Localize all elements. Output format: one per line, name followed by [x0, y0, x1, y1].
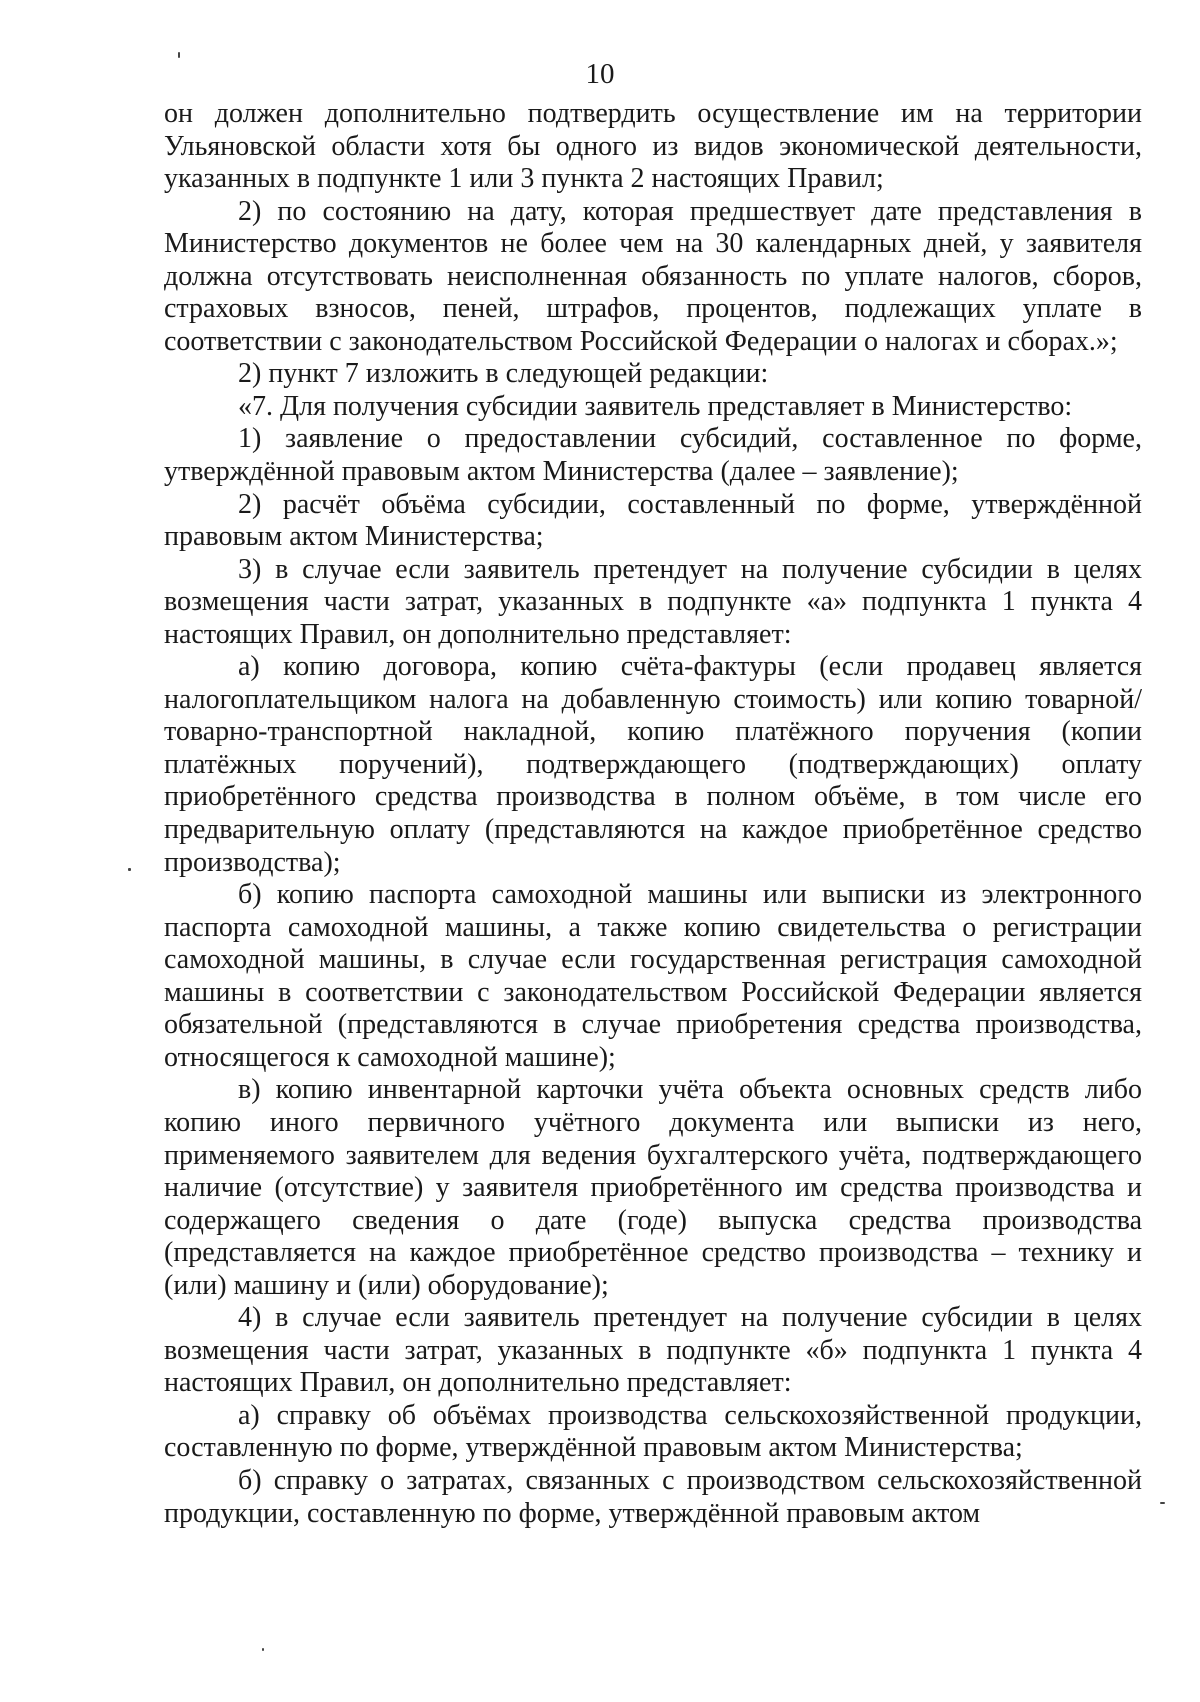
paragraph: 1) заявление о предоставлении субсидий, составленное по форме, утверждённой правовым актом Министерства (далее – заявление); — [164, 423, 1142, 488]
paragraph: в) копию инвентарной карточки учёта объекта основных средств либо копию иного первичного учётного документа или выписки из него, применяемого заявителем для ведения бухгалтерского учёта, подтверждающего наличие (отсутствие) у заявителя приобретённого им средства производства и содержащего сведения о дате (годе) выпуска средства производства (представляется на каждое приобретённое средство производства – технику и (или) машину и (или) оборудование); — [164, 1074, 1142, 1301]
document-body — [164, 98, 1142, 1530]
paragraph: он должен дополнительно подтвердить осуществление им на территории Ульяновской области хотя бы одного из видов экономической деятельности, указанных в подпункте 1 или 3 пункта 2 настоящих Правил; — [164, 98, 1142, 195]
paragraph: 4) в случае если заявитель претендует на получение субсидии в целях возмещения части затрат, указанных в подпункте «б» подпункта 1 пункта 4 настоящих Правил, он дополнительно представляет: — [164, 1302, 1142, 1399]
paragraph: б) копию паспорта самоходной машины или выписки из электронного паспорта самоходной машины, а также копию свидетельства о регистрации самоходной машины, в случае если государственная регистрация самоходной машины в соответствии с законодательством Российской Федерации является обязательной (представляются в случае приобретения средства производства, относящегося к самоходной машине); — [164, 879, 1142, 1073]
paragraph: «7. Для получения субсидии заявитель представляет в Министерство: — [238, 390, 1073, 422]
paragraph: 2) по состоянию на дату, которая предшествует дате представления в Министерство документов не более чем на 30 календарных дней, у заявителя должна отсутствовать неисполненная обязанность по уплате налогов, сборов, страховых взносов, пеней, штрафов, процентов, подлежащих уплате в соответствии с законодательством Российской Федерации о налогах и сборах.»; — [164, 195, 1142, 357]
paragraph: а) справку об объёмах производства сельскохозяйственной продукции, составленную по форме, утверждённой правовым актом Министерства; — [164, 1399, 1142, 1464]
paragraph: 2) пункт 7 изложить в следующей редакции: — [238, 358, 769, 390]
scan-speck — [178, 52, 180, 58]
paragraph: 3) в случае если заявитель претендует на получение субсидии в целях возмещения части затрат, указанных в подпункте «а» подпункта 1 пункта 4 настоящих Правил, он дополнительно представляет: — [164, 553, 1142, 650]
scan-speck — [128, 868, 131, 871]
paragraph: а) копию договора, копию счёта-фактуры (если продавец является налогоплательщиком налога на добавленную стоимость) или копию товарной/товарно-транспортной накладной, копию платёжного поручения (копии платёжных поручений), подтверждающего (подтверждающих) оплату приобретённого средства производства в полном объёме, в том числе его предварительную оплату (представляются на каждое приобретённое средство производства); — [164, 651, 1142, 878]
scan-speck — [262, 1648, 264, 1651]
page-number: 10 — [585, 58, 615, 90]
paragraph: б) справку о затратах, связанных с производством сельскохозяйственной продукции, составленную по форме, утверждённой правовым актом — [164, 1464, 1142, 1529]
scan-speck — [1160, 1502, 1165, 1504]
paragraph: 2) расчёт объёма субсидии, составленный по форме, утверждённой правовым актом Министерства; — [164, 488, 1142, 553]
